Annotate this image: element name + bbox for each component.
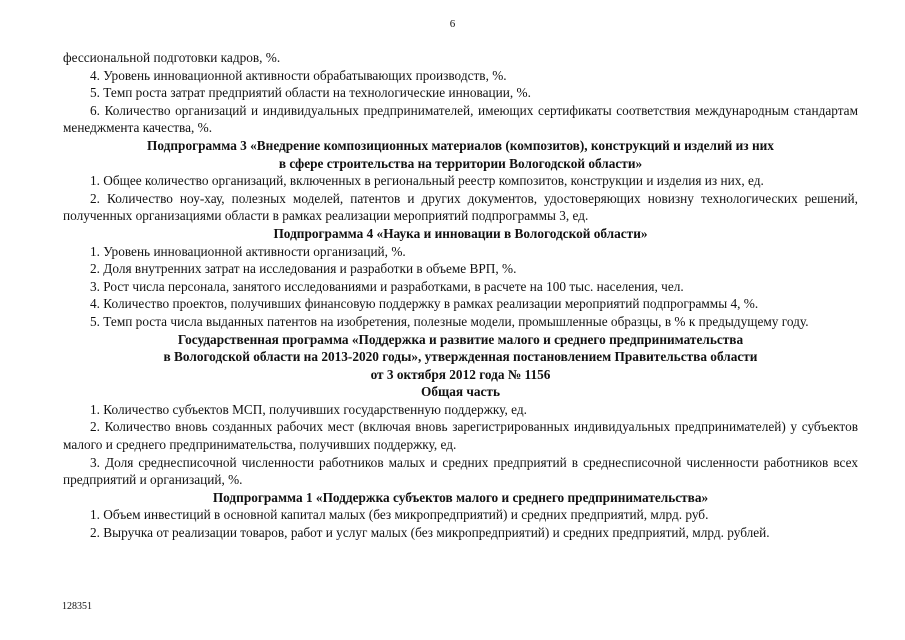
paragraph: 4. Количество проектов, получивших финансовую поддержку в рамках реализации мероприятий подпрограммы 4, %. [90,296,759,312]
paragraph: 1. Уровень инновационной активности организаций, %. [90,243,406,259]
paragraph: 3. Доля среднесписочной численности работников малых и средних предприятий в среднесписочной численности работников всех предприятий и организаций, %. [63,454,858,488]
paragraph: 5. Темп роста числа выданных патентов на изобретения, полезные модели, промышленные образцы, в % к предыдущему году. [90,313,809,329]
paragraph: 5. Темп роста затрат предприятий области на технологические инновации, %. [90,85,531,101]
section-heading: Подпрограмма 3 «Внедрение композиционных материалов (композитов), конструкций и изделий из них [147,137,774,153]
paragraph: 1. Объем инвестиций в основной капитал малых (без микропредприятий) и средних предприятий, млрд. руб. [90,507,709,523]
paragraph: 3. Рост числа персонала, занятого исследованиями и разработками, в расчете на 100 тыс. населения, чел. [90,278,684,294]
paragraph: 2. Доля внутренних затрат на исследования и разработки в объеме ВРП, %. [90,261,517,277]
paragraph: 6. Количество организаций и индивидуальных предпринимателей, имеющих сертификаты соответствия международным стандартам менеджмента качества, %. [63,102,858,136]
section-heading: Общая часть [421,384,500,400]
page-number: 6 [449,18,456,30]
document-body [63,49,858,542]
section-heading: в Вологодской области на 2013-2020 годы», утвержденная постановлением Правительства области [163,349,758,365]
section-heading: в сфере строительства на территории Вологодской области» [278,155,643,171]
section-heading: Государственная программа «Поддержка и развитие малого и среднего предпринимательства [177,331,744,347]
footer-code: 128351 [62,601,92,612]
paragraph: 2. Выручка от реализации товаров, работ и услуг малых (без микропредприятий) и средних предприятий, млрд. рублей. [90,525,770,541]
section-heading: Подпрограмма 1 «Поддержка субъектов малого и среднего предпринимательства» [212,489,709,505]
paragraph: фессиональной подготовки кадров, %. [63,50,281,65]
section-heading: от 3 октября 2012 года № 1156 [370,366,551,382]
section-heading: Подпрограмма 4 «Наука и инновации в Вологодской области» [273,225,648,241]
paragraph: 1. Общее количество организаций, включенных в региональный реестр композитов, конструкции и изделия из них, ед. [90,173,764,189]
paragraph: 2. Количество вновь созданных рабочих мест (включая вновь зарегистрированных индивидуальных предпринимателей) у субъектов малого и среднего предпринимательства, получивших поддержку, ед. [63,419,858,453]
paragraph: 4. Уровень инновационной активности обрабатывающих производств, %. [90,67,507,83]
paragraph: 2. Количество ноу-хау, полезных моделей, патентов и других документов, удостоверяющих новизну технологических решений, полученных организациями области в рамках реализации мероприятий подпрограммы 3, ед. [63,190,858,224]
paragraph: 1. Количество субъектов МСП, получивших государственную поддержку, ед. [90,401,527,417]
